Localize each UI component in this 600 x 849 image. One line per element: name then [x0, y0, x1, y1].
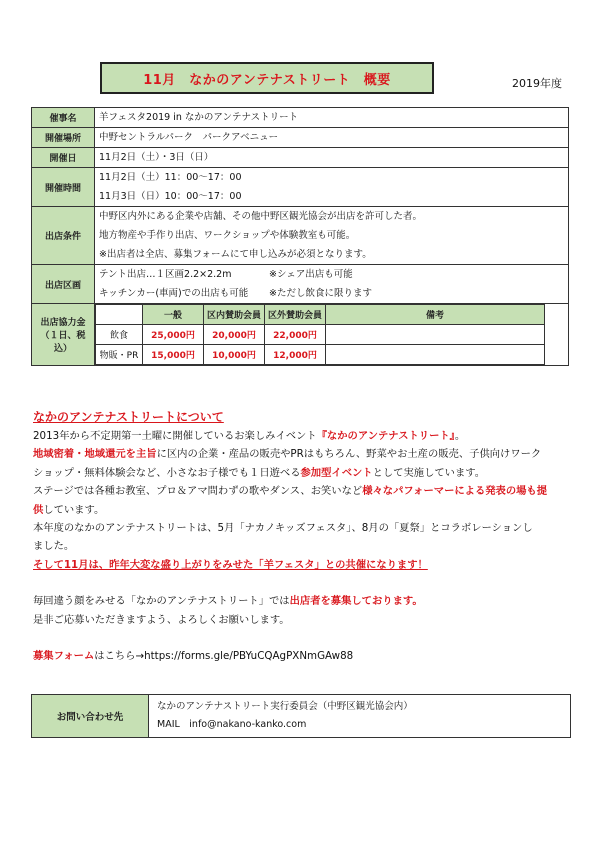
fee-header-row — [96, 305, 545, 325]
about-paragraph-6: 毎回違う顔をみせる「なかのアンテナストリート」では出店者を募集しております。 是非ご応募いただきますよう、よろしくお願いします。 — [33, 595, 423, 626]
about-section — [33, 407, 573, 665]
fee-note — [326, 325, 545, 345]
about-paragraph-1: 2013年から不定期第一土曜に開催しているお楽しみイベント『なかのアンテナストリート』。 — [33, 430, 466, 442]
contact-label: お問い合わせ先 — [32, 695, 149, 738]
fee-value: 10,000円 — [204, 345, 265, 365]
fee-table — [95, 304, 545, 365]
fee-value: 15,000円 — [143, 345, 204, 365]
label-event-name: 催事名 — [32, 108, 95, 128]
fee-header-blank — [96, 305, 143, 325]
contact-row — [32, 695, 571, 738]
application-form: 募集フォームはこちら→https://forms.gle/PBYuCQAgPXNmGAw88 — [33, 650, 354, 663]
row-conditions — [32, 207, 569, 265]
fee-value: 22,000円 — [265, 325, 326, 345]
event-name: 羊フェスタ2019 in なかのアンテナストリート — [95, 108, 569, 128]
venue: 中野セントラルパーク パークアベニュー — [95, 128, 569, 148]
row-date — [32, 148, 569, 168]
row-venue — [32, 128, 569, 148]
label-date: 開催日 — [32, 148, 95, 168]
row-event-name — [32, 108, 569, 128]
fee-value: 12,000円 — [265, 345, 326, 365]
contact-table — [31, 694, 571, 738]
about-heading: なかのアンテナストリートについて — [33, 410, 224, 424]
fee-header-notes: 備考 — [326, 305, 545, 325]
about-paragraph-5: そして11月は、昨年大変な盛り上がりをみせた「羊フェスタ」との共催になります！ — [33, 558, 428, 571]
label-fee: 出店協力金 （１日、税込） — [32, 304, 95, 366]
fee-header: 区外賛助会員 — [265, 305, 326, 325]
fiscal-year: 2019年度 — [512, 77, 562, 90]
fee-header: 一般 — [143, 305, 204, 325]
event-time: 11月2日（土）11：00～17：00 11月3日（日）10：00～17：00 — [95, 168, 569, 207]
about-paragraph-4: 本年度のなかのアンテナストリートは、5月「ナカノキッズフェスタ」、8月の「夏祭」とコラボレーションし ました。 — [33, 522, 533, 553]
contact-org: なかのアンテナストリート実行委員会（中野区観光協会内） — [157, 701, 413, 712]
row-area — [32, 265, 569, 304]
label-area: 出店区画 — [32, 265, 95, 304]
label-time: 開催時間 — [32, 168, 95, 207]
fee-cell — [95, 304, 569, 366]
fee-row-label: 飲食 — [96, 325, 143, 345]
fee-header: 区内賛助会員 — [204, 305, 265, 325]
fee-note — [326, 345, 545, 365]
area: テント出店…１区画2.2×2.2m ※シェア出店も可能 キッチンカー(車両)での出店も可能 ※ただし飲食に限ります — [95, 265, 569, 304]
label-venue: 開催場所 — [32, 128, 95, 148]
fee-row-food — [96, 325, 545, 345]
conditions: 中野区内外にある企業や店舗、その他中野区観光協会が出店を許可した者。 地方物産や手作り出店、ワークショップや体験教室も可能。 ※出店者は全店、募集フォームにて申し込みが必須となります。 — [95, 207, 569, 265]
application-form-link[interactable]: はこちら→https://forms.gle/PBYuCQAgPXNmGAw88 — [94, 650, 354, 663]
label-conditions: 出店条件 — [32, 207, 95, 265]
overview-table — [31, 107, 569, 366]
page-title: 11月 なかのアンテナストリート 概要 — [100, 62, 434, 94]
event-date: 11月2日（土）・3日（日） — [95, 148, 569, 168]
about-paragraph-2: 地域密着・地域還元を主旨に区内の企業・産品の販売やPRはもちろん、野菜やお土産の販売、子供向けワーク ショップ・無料体験会など、小さなお子様でも１日遊べる参加型イベントとして実施しています。 — [33, 448, 542, 479]
row-fee — [32, 304, 569, 366]
row-time — [32, 168, 569, 207]
fee-row-label: 物販・PR — [96, 345, 143, 365]
fee-value: 25,000円 — [143, 325, 204, 345]
about-paragraph-3: ステージでは各種お教室、プロ＆アマ問わずの歌やダンス、お笑いなど様々なパフォーマーによる発表の場も提 供しています。 — [33, 485, 548, 516]
contact-info — [149, 695, 571, 738]
contact-mail[interactable]: MAIL info@nakano-kanko.com — [157, 719, 307, 730]
fee-value: 20,000円 — [204, 325, 265, 345]
fee-row-goods — [96, 345, 545, 365]
